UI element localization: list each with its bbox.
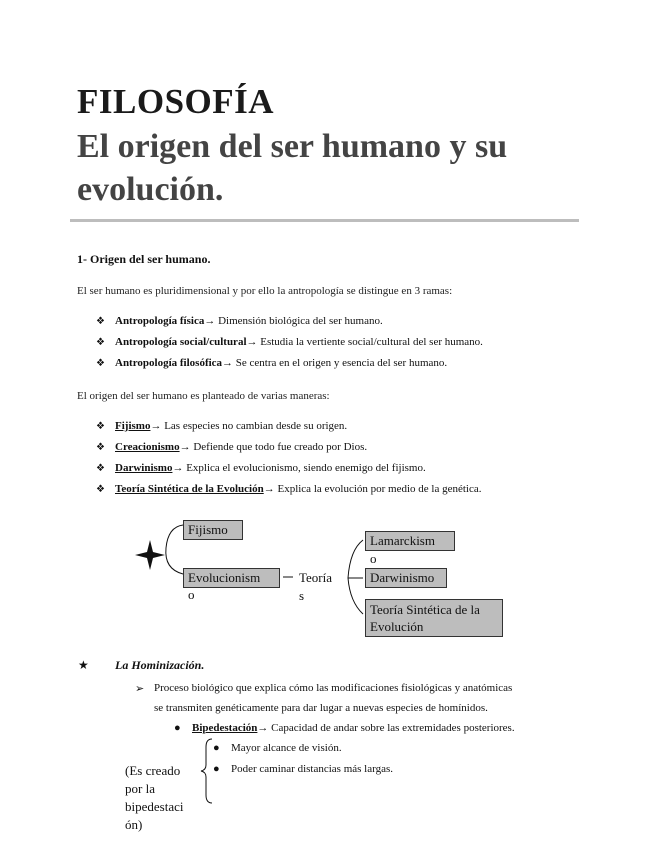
diagram-evolucionismo-wrap: o — [188, 587, 195, 602]
branch-term: Antropología filosófica — [115, 357, 223, 369]
dot-bullet-icon: ● — [213, 742, 220, 754]
intro2-paragraph: El origen del ser humano es planteado de varias maneras: — [77, 390, 330, 402]
section-heading: 1- Origen del ser humano. — [77, 252, 211, 266]
bipedestacion-desc: → Capacidad de andar sobre las extremidades posteriores. — [257, 722, 515, 734]
note-line: ón) — [125, 817, 143, 832]
dot-bullet-icon: ● — [213, 763, 220, 775]
note-line: por la — [125, 781, 155, 796]
diagram-box-sintetica — [365, 599, 503, 637]
note-line: bipedestaci — [125, 799, 184, 814]
bipedestacion-note — [125, 762, 183, 834]
diamond-bullet-icon: ❖ — [96, 358, 105, 369]
theory-term: Teoría Sintética de la Evolución — [115, 483, 264, 495]
diamond-bullet-icon: ❖ — [96, 421, 105, 432]
page-subtitle: El origen del ser humano y su evolución. — [77, 128, 508, 208]
theory-desc: → Explica la evolución por medio de la genética. — [263, 483, 482, 495]
branch-desc: → Se centra en el origen y esencia del ser humano. — [222, 357, 448, 369]
process-line-1: Proceso biológico que explica cómo las modificaciones fisiológicas y anatómicas — [154, 682, 513, 694]
page-title: FILOSOFÍA — [77, 82, 275, 121]
branch-term: Antropología física — [115, 315, 205, 327]
diamond-bullet-icon: ❖ — [96, 316, 105, 327]
theory-term: Creacionismo — [115, 441, 180, 453]
diagram-box-darwinismo: Darwinismo — [365, 568, 447, 588]
diagram-sintetica-line1: Teoría Sintética de la — [370, 602, 480, 617]
diamond-bullet-icon: ❖ — [96, 484, 105, 495]
branch-term: Antropología social/cultural — [115, 336, 247, 348]
diamond-bullet-icon: ❖ — [96, 463, 105, 474]
diamond-bullet-icon: ❖ — [96, 442, 105, 453]
diagram-sintetica-line2: Evolución — [370, 619, 424, 634]
diagram-box-lamarckismo: Lamarckism — [365, 531, 455, 551]
diagram-label-teorias-wrap: s — [299, 588, 305, 603]
star-bullet-icon: ★ — [78, 658, 89, 672]
star-icon — [135, 540, 165, 570]
branch-desc: → Dimensión biológica del ser humano. — [204, 315, 383, 327]
diagram-lamarckismo-wrap: o — [370, 551, 377, 566]
hominizacion-heading: La Hominización. — [115, 658, 205, 672]
consequence-item: Mayor alcance de visión. — [231, 742, 342, 754]
diamond-bullet-icon: ❖ — [96, 337, 105, 348]
theory-desc: → Las especies no cambian desde su origen. — [150, 420, 348, 432]
arrow-bullet-icon: ➢ — [135, 683, 145, 695]
consequence-item: Poder caminar distancias más largas. — [231, 763, 393, 775]
diagram-box-fijismo: Fijismo — [183, 520, 243, 540]
theory-term: Fijismo — [115, 420, 151, 432]
theory-desc: → Defiende que todo fue creado por Dios. — [179, 441, 368, 453]
branch-desc: → Estudia la vertiente social/cultural del ser humano. — [246, 336, 483, 348]
dot-bullet-icon: ● — [174, 722, 181, 734]
intro-paragraph: El ser humano es pluridimensional y por ello la antropología se distingue en 3 ramas: — [77, 285, 453, 297]
process-line-2: se transmiten genéticamente para dar lugar a nuevas especies de homínidos. — [154, 702, 488, 714]
note-line: (Es creado — [125, 763, 181, 778]
theory-desc: → Explica el evolucionismo, siendo enemigo del fijismo. — [172, 462, 426, 474]
bipedestacion-item — [192, 722, 515, 734]
theory-term: Darwinismo — [115, 462, 173, 474]
bipedestacion-term: Bipedestación — [192, 722, 258, 734]
diagram-box-evolucionismo: Evolucionism — [183, 568, 280, 588]
diagram-label-teorias: Teoría — [299, 570, 333, 585]
